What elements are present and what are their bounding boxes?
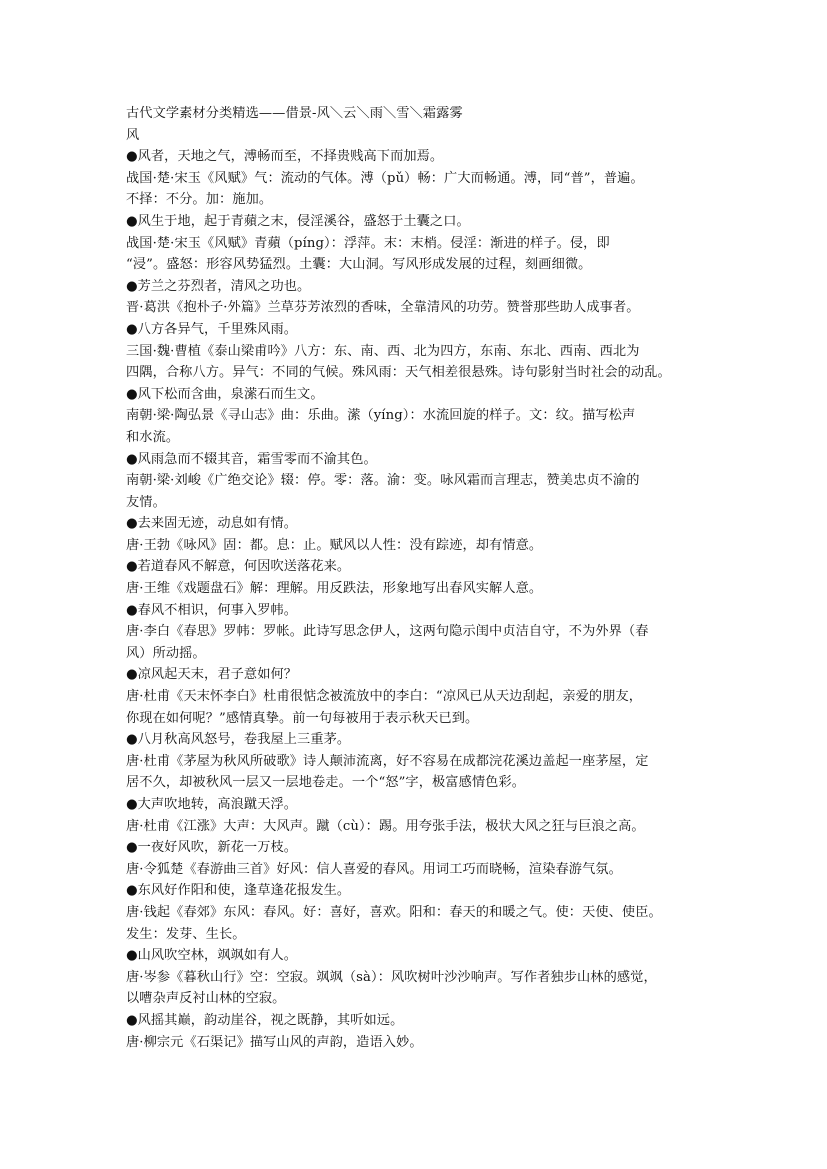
text-line: ●风摇其巅，韵动崖谷，视之既静，其听如远。 <box>126 1012 404 1028</box>
text-line: 唐·王维《戏题盘石》解：理解。用反跌法，形象地写出春风实解人意。 <box>126 581 543 597</box>
text-line: 唐·令狐楚《春游曲三首》好风：信人喜爱的春风。用词工巧而晓畅，渲染春游气氛。 <box>126 861 622 877</box>
text-line: 四隅，合称八方。异气：不同的气候。殊风雨：天气相差很悬殊。诗句影射当时社会的动乱。 <box>126 365 671 381</box>
text-line: 唐·柳宗元《石渠记》描写山风的声韵，造语入妙。 <box>126 1034 423 1050</box>
text-line: 友情。 <box>126 494 166 510</box>
text-line: ●风下松而含曲，泉潆石而生文。 <box>126 386 324 402</box>
text-line: “浸”。盛怒：形容风势猛烈。土囊：大山洞。写风形成发展的过程，刻画细微。 <box>126 257 592 273</box>
text-line: 居不久，却被秋风一层又一层地卷走。一个“怒”字，极富感情色彩。 <box>126 775 526 791</box>
text-line: 晋·葛洪《抱朴子·外篇》兰草芬芳浓烈的香味，全靠清风的功劳。赞誉那些助人成事者。 <box>126 300 640 316</box>
text-line: 唐·岑参《暮秋山行》空：空寂。飒飒（sà）：风吹树叶沙沙响声。写作者独步山林的感觉， <box>126 969 657 985</box>
text-line: 唐·杜甫《江涨》大声：大风声。蹴（cù）：踢。用夸张手法，极状大风之狂与巨浪之高。 <box>126 818 645 834</box>
text-line: 和水流。 <box>126 429 180 445</box>
text-line: 唐·王勃《咏风》固：都。息：止。赋风以人性：没有踪迹，却有情意。 <box>126 537 543 553</box>
text-line: 唐·钱起《春郊》东风：春风。好：喜好，喜欢。阳和：春天的和暖之气。使：天使、使臣。 <box>126 904 662 920</box>
text-line: ●风者，天地之气，溥畅而至，不择贵贱高下而加焉。 <box>126 149 444 165</box>
text-line: 你现在如何呢？”感情真挚。前一句每被用于表示秋天已到。 <box>126 710 479 726</box>
text-line: 风）所动摇。 <box>126 645 206 661</box>
text-line: ●芳兰之芬烈者，清风之功也。 <box>126 278 311 294</box>
text-line: 战国·楚·宋玉《风赋》气：流动的气体。溥（pǔ）畅：广大而畅通。溥，同“普”，普遍。 <box>126 170 644 186</box>
section-heading: 风 <box>126 127 140 143</box>
text-line: 南朝·梁·陶弘景《寻山志》曲：乐曲。潆（yíng）：水流回旋的样子。文：纹。描写松声 <box>126 408 636 424</box>
text-line: ●风雨急而不辍其音，霜雪零而不渝其色。 <box>126 451 377 467</box>
document-title: 古代文学素材分类精选——借景-风＼云＼雨＼雪＼霜露雾 <box>126 106 463 121</box>
text-line: ●去来固无迹，动息如有情。 <box>126 516 298 532</box>
text-line: 不择：不分。加：施加。 <box>126 192 273 208</box>
text-line: ●若道春风不解意，何因吹送落花来。 <box>126 559 351 575</box>
text-line: ●风生于地，起于青蘋之末，侵淫溪谷，盛怒于土囊之口。 <box>126 213 470 229</box>
text-line: ●东风好作阳和使，逢草逢花报发生。 <box>126 883 351 899</box>
text-line: ●凉风起天末，君子意如何？ <box>126 667 298 683</box>
text-line: ●一夜好风吹，新花一万枝。 <box>126 840 298 856</box>
text-line: 唐·杜甫《茅屋为秋风所破歌》诗人颠沛流离，好不容易在成都浣花溪边盖起一座茅屋，定 <box>126 753 649 769</box>
text-line: 唐·杜甫《天末怀李白》杜甫很惦念被流放中的李白：“凉风已从天边刮起，亲爱的朋友， <box>126 689 643 705</box>
text-line: 以嘈杂声反衬山林的空寂。 <box>126 991 286 1007</box>
text-line: ●八月秋高风怒号，卷我屋上三重茅。 <box>126 732 351 748</box>
text-line: 南朝·梁·刘峻《广绝交论》辍：停。零：落。渝：变。咏风霜而言理志，赞美忠贞不渝的 <box>126 473 640 489</box>
document-body <box>126 146 704 1053</box>
text-line: ●八方各异气，千里殊风雨。 <box>126 321 298 337</box>
text-line: 唐·李白《春思》罗帏：罗帐。此诗写思念伊人，这两句隐示闺中贞洁自守，不为外界（春 <box>126 624 649 640</box>
text-line: 战国·楚·宋玉《风赋》青蘋（píng）：浮萍。末：末梢。侵淫：渐进的样子。侵，即 <box>126 235 610 251</box>
text-line: ●春风不相识，何事入罗帏。 <box>126 602 298 618</box>
text-line: ●大声吹地转，高浪蹴天浮。 <box>126 797 298 812</box>
document-page <box>126 103 704 1053</box>
text-line: 三国·魏·曹植《泰山梁甫吟》八方：东、南、西、北为四方，东南、东北、西南、西北为 <box>126 343 640 359</box>
text-line: 发生：发芽、生长。 <box>126 926 246 942</box>
text-line: ●山风吹空林，飒飒如有人。 <box>126 948 298 964</box>
